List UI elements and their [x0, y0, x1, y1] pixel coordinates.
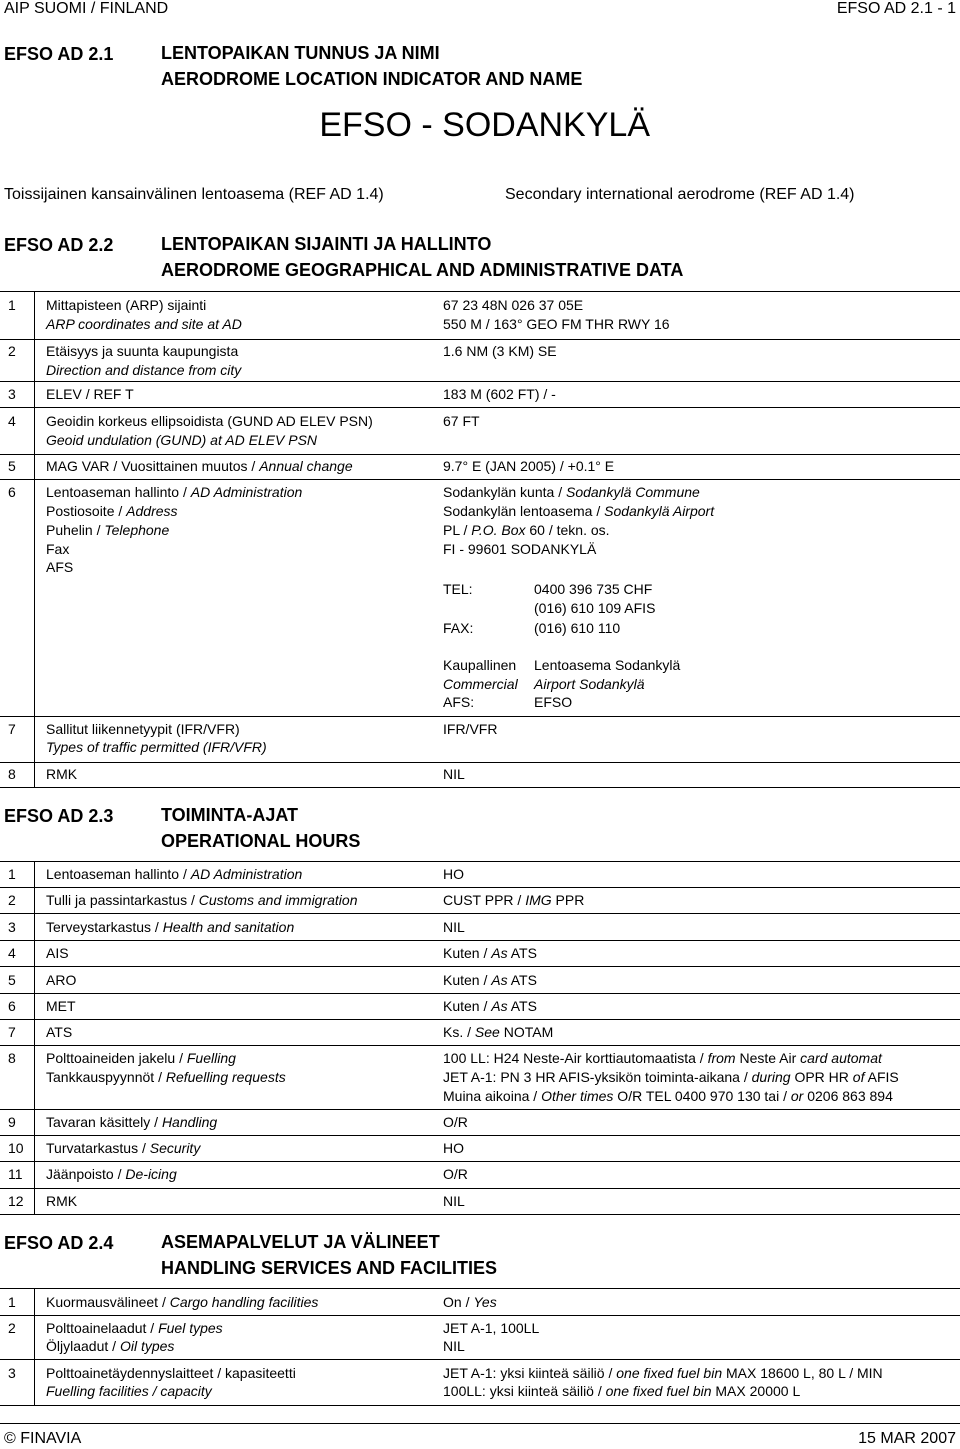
label-fi: Puhelin /	[46, 522, 105, 538]
label-fi: Jäänpoisto /	[46, 1166, 126, 1182]
row-value	[443, 891, 584, 910]
value-en: IMG	[525, 892, 552, 908]
row-label: Fax	[46, 541, 70, 557]
section-code: EFSO AD 2.3	[4, 806, 114, 826]
value-fi: 100LL: yksi kiinteä säiliö /	[443, 1383, 606, 1399]
section-title	[161, 1229, 497, 1281]
afs-value: Airport Sodankylä	[534, 676, 645, 692]
value-en: As	[491, 972, 508, 988]
value-fi: PPR	[551, 892, 585, 908]
value-fi: ATS	[507, 998, 537, 1014]
row-label	[46, 483, 302, 502]
aerodrome-type-en: Secondary international aerodrome (REF AD 1.4)	[505, 186, 855, 203]
value-en: of	[852, 1069, 865, 1085]
title-fi: TOIMINTA-AJAT	[161, 805, 298, 825]
title-en: OPERATIONAL HOURS	[161, 831, 361, 851]
label-fi: Tankkauspyynnöt /	[46, 1069, 166, 1085]
fuel-types: JET A-1, 100LL	[443, 1320, 540, 1336]
row-label-fi: Geoidin korkeus ellipsoidista (GUND AD ELEV PSN)	[46, 413, 373, 429]
row-number: 3	[8, 919, 16, 935]
row-number: 8	[8, 1050, 16, 1066]
value-en: Sodankylä Airport	[604, 503, 715, 519]
title-fi: ASEMAPALVELUT JA VÄLINEET	[161, 1232, 440, 1252]
row-number: 4	[8, 945, 16, 961]
label-fi: Tulli ja passintarkastus /	[46, 892, 199, 908]
row-divider	[0, 339, 960, 340]
row-number: 1	[8, 297, 16, 313]
row-label	[46, 997, 76, 1016]
column-divider	[34, 291, 35, 787]
value-fi: PL /	[443, 522, 472, 538]
value-fi: 60 / tekn. os.	[525, 522, 610, 538]
row-value: O/R	[443, 1166, 468, 1182]
row-divider	[0, 787, 960, 788]
value-fi: AFIS	[864, 1069, 899, 1085]
row-value: NIL	[443, 919, 465, 935]
value-fi: MAX 18600 L, 80 L / MIN	[722, 1365, 883, 1381]
row-divider	[0, 1135, 960, 1136]
value-fi: ATS	[507, 945, 537, 961]
row-value: 183 M (602 FT) / -	[443, 386, 556, 402]
value-fi: JET A-1: yksi kiinteä säiliö /	[443, 1365, 617, 1381]
label-fi: Lentoaseman hallinto /	[46, 484, 191, 500]
row-label	[46, 1049, 236, 1068]
footer-right: 15 MAR 2007	[858, 1430, 956, 1447]
row-value	[443, 521, 610, 540]
row-label	[46, 1192, 77, 1211]
row-divider	[0, 1288, 960, 1289]
row-divider	[0, 1161, 960, 1162]
value-fi: MAX 20000 L	[711, 1383, 801, 1399]
label-en: Address	[126, 503, 178, 519]
section-title	[161, 231, 683, 283]
row-label	[46, 971, 76, 990]
row-divider	[0, 407, 960, 408]
row-divider	[0, 1109, 960, 1110]
row-label	[46, 918, 294, 937]
label-fi: MAG VAR / Vuosittainen muutos /	[46, 458, 260, 474]
tel-number: 0400 396 735 CHF	[534, 581, 653, 597]
row-value: HO	[443, 1140, 464, 1156]
row-divider	[0, 479, 960, 480]
row-number: 2	[8, 1320, 16, 1336]
afs-label: Commercial	[443, 676, 518, 692]
afs-value: EFSO	[534, 694, 573, 710]
row-label-en: Fuelling facilities / capacity	[46, 1383, 212, 1399]
row-divider	[0, 1045, 960, 1046]
footer-divider	[0, 1423, 960, 1424]
value-en: during	[751, 1069, 791, 1085]
value-fi: CUST PPR /	[443, 892, 526, 908]
row-number: 3	[8, 1365, 16, 1381]
value-en: Sodankylä Commune	[565, 484, 700, 500]
afs-value: Lentoasema Sodankylä	[534, 657, 681, 673]
row-label-fi: Etäisyys ja suunta kaupungista	[46, 343, 239, 359]
row-number: 1	[8, 1294, 16, 1310]
arp-site: 550 M / 163° GEO FM THR RWY 16	[443, 316, 670, 332]
afs-label: Kaupallinen	[443, 657, 517, 673]
row-value: HO	[443, 866, 464, 882]
row-label	[46, 502, 178, 521]
value-en: from	[707, 1050, 736, 1066]
row-divider	[0, 1188, 960, 1189]
value-fi: Ks. /	[443, 1024, 475, 1040]
row-divider	[0, 1214, 960, 1215]
row-divider	[0, 381, 960, 382]
row-number: 9	[8, 1114, 16, 1130]
row-value	[443, 997, 537, 1016]
tel-number: (016) 610 109 AFIS	[534, 600, 656, 616]
value-fi: JET A-1: PN 3 HR AFIS-yksikön toiminta-aikana /	[443, 1069, 752, 1085]
row-divider	[0, 887, 960, 888]
label-en: Fuelling	[186, 1050, 236, 1066]
value-fi: Sodankylän lentoasema /	[443, 503, 605, 519]
title-en: AERODROME LOCATION INDICATOR AND NAME	[161, 69, 583, 89]
value-fi: OPR HR	[790, 1069, 853, 1085]
row-value	[443, 502, 714, 521]
label-en: AD Administration	[190, 484, 303, 500]
fax-number: (016) 610 110	[534, 620, 621, 636]
row-value: 9.7° E (JAN 2005) / +0.1° E	[443, 458, 615, 474]
label-fi: Turvatarkastus /	[46, 1140, 150, 1156]
value-en: one fixed fuel bin	[605, 1383, 712, 1399]
row-label: RMK	[46, 766, 78, 782]
label-fi: Polttoaineiden jakelu /	[46, 1050, 187, 1066]
row-number: 6	[8, 998, 16, 1014]
tel-label: TEL:	[443, 581, 473, 597]
row-divider	[0, 993, 960, 994]
row-label: AFS	[46, 559, 74, 575]
row-label: ELEV / REF T	[46, 386, 134, 402]
value-en: Other times	[541, 1088, 614, 1104]
row-label	[46, 891, 358, 910]
row-divider	[0, 940, 960, 941]
label-en: De-icing	[125, 1166, 177, 1182]
label-en: Customs and immigration	[198, 892, 358, 908]
footer-left: © FINAVIA	[4, 1430, 82, 1447]
row-divider	[0, 861, 960, 862]
row-value: NIL	[443, 1193, 465, 1209]
row-value	[443, 971, 537, 990]
row-label-fi: Sallitut liikennetyypit (IFR/VFR)	[46, 721, 240, 737]
row-number: 3	[8, 386, 16, 402]
row-divider	[0, 1405, 960, 1406]
row-label	[46, 1319, 223, 1338]
label-fi: Postiosoite /	[46, 503, 127, 519]
title-en: AERODROME GEOGRAPHICAL AND ADMINISTRATIVE DATA	[161, 260, 684, 280]
value-en: As	[491, 945, 508, 961]
row-label	[46, 1023, 72, 1042]
header-left: AIP SUOMI / FINLAND	[4, 0, 169, 17]
row-label-en: ARP coordinates and site at AD	[46, 316, 242, 332]
row-number: 4	[8, 413, 16, 429]
label-en: Annual change	[259, 458, 353, 474]
row-label	[46, 457, 353, 476]
label-en: AD Administration	[190, 866, 303, 882]
row-number: 6	[8, 484, 16, 500]
section-code: EFSO AD 2.2	[4, 235, 114, 255]
label-fi: Öljylaadut /	[46, 1338, 120, 1354]
value-fi: Kuten /	[443, 998, 492, 1014]
row-number: 7	[8, 1024, 16, 1040]
row-divider	[0, 291, 960, 292]
label-en: Security	[149, 1140, 201, 1156]
aerodrome-name: EFSO - SODANKYLÄ	[319, 106, 650, 144]
label-fi: ARO	[46, 972, 77, 988]
row-divider	[0, 454, 960, 455]
value-en: one fixed fuel bin	[616, 1365, 723, 1381]
row-label	[46, 1068, 286, 1087]
row-value: 67 FT	[443, 413, 480, 429]
row-label	[46, 1139, 200, 1158]
row-divider	[0, 1019, 960, 1020]
row-number: 2	[8, 343, 16, 359]
row-value	[443, 1382, 800, 1401]
postal-address: FI - 99601 SODANKYLÄ	[443, 541, 597, 557]
header-right: EFSO AD 2.1 - 1	[836, 0, 956, 17]
row-value	[443, 1087, 893, 1106]
row-label	[46, 1293, 318, 1312]
label-fi: Kuormausvälineet /	[46, 1294, 170, 1310]
label-fi: Terveystarkastus /	[46, 919, 163, 935]
row-label-en: Types of traffic permitted (IFR/VFR)	[46, 739, 267, 755]
value-fi: 100 LL: H24 Neste-Air korttiautomaatista /	[443, 1050, 708, 1066]
row-value: 1.6 NM (3 KM) SE	[443, 343, 557, 359]
section-title	[161, 40, 582, 92]
label-fi: AIS	[46, 945, 69, 961]
label-en: Oil types	[119, 1338, 175, 1354]
row-label	[46, 865, 302, 884]
value-fi: Kuten /	[443, 972, 492, 988]
value-fi: Muina aikoina /	[443, 1088, 542, 1104]
row-value	[443, 1293, 497, 1312]
label-en: Health and sanitation	[162, 919, 295, 935]
row-divider	[0, 966, 960, 967]
row-value	[443, 1049, 882, 1068]
value-fi: On /	[443, 1294, 474, 1310]
value-en: or	[790, 1088, 804, 1104]
row-number: 2	[8, 892, 16, 908]
section-title	[161, 802, 360, 854]
label-fi: RMK	[46, 1193, 78, 1209]
row-number: 5	[8, 972, 16, 988]
row-value	[443, 483, 700, 502]
row-label	[46, 944, 69, 963]
title-fi: LENTOPAIKAN SIJAINTI JA HALLINTO	[161, 234, 492, 254]
label-fi: Lentoaseman hallinto /	[46, 866, 191, 882]
value-fi: ATS	[507, 972, 537, 988]
row-divider	[0, 913, 960, 914]
value-en: Yes	[473, 1294, 497, 1310]
row-number: 12	[8, 1193, 24, 1209]
column-divider	[34, 1288, 35, 1405]
aerodrome-type-fi: Toissijainen kansainvälinen lentoasema (REF AD 1.4)	[4, 186, 384, 203]
row-label	[46, 1337, 174, 1356]
row-value: NIL	[443, 766, 465, 782]
value-fi: Neste Air	[735, 1050, 801, 1066]
row-divider	[0, 762, 960, 763]
row-label	[46, 521, 169, 540]
row-divider	[0, 1315, 960, 1316]
row-label	[46, 1113, 217, 1132]
row-number: 8	[8, 766, 16, 782]
row-label-en: Direction and distance from city	[46, 362, 242, 378]
title-en: HANDLING SERVICES AND FACILITIES	[161, 1258, 498, 1278]
label-fi: MET	[46, 998, 76, 1014]
label-fi: Tavaran käsittely /	[46, 1114, 162, 1130]
row-number: 10	[8, 1140, 24, 1156]
oil-types: NIL	[443, 1338, 465, 1354]
section-code: EFSO AD 2.4	[4, 1233, 114, 1253]
value-en: As	[491, 998, 508, 1014]
row-label-fi: Polttoainetäydennyslaitteet / kapasiteetti	[46, 1365, 296, 1381]
label-en: Refuelling requests	[165, 1069, 286, 1085]
row-number: 1	[8, 866, 16, 882]
row-value	[443, 1364, 883, 1383]
value-en: P.O. Box	[471, 522, 526, 538]
afs-label: AFS:	[443, 694, 475, 710]
row-label	[46, 1165, 177, 1184]
label-fi: Polttoainelaadut /	[46, 1320, 159, 1336]
row-value	[443, 1068, 899, 1087]
label-en: Fuel types	[158, 1320, 223, 1336]
row-value: IFR/VFR	[443, 721, 498, 737]
row-value	[443, 1023, 553, 1042]
value-fi: O/R TEL 0400 970 130 tai /	[613, 1088, 791, 1104]
value-fi: Sodankylän kunta /	[443, 484, 566, 500]
row-number: 11	[8, 1166, 23, 1182]
row-divider	[0, 1359, 960, 1360]
row-label-fi: Mittapisteen (ARP) sijainti	[46, 297, 207, 313]
section-code: EFSO AD 2.1	[4, 44, 114, 64]
value-fi: Kuten /	[443, 945, 492, 961]
row-number: 5	[8, 458, 16, 474]
row-value	[443, 944, 537, 963]
label-en: Handling	[161, 1114, 218, 1130]
row-divider	[0, 716, 960, 717]
fax-label: FAX:	[443, 620, 474, 636]
row-value: O/R	[443, 1114, 468, 1130]
value-en: See	[474, 1024, 500, 1040]
arp-coordinates: 67 23 48N 026 37 05E	[443, 297, 584, 313]
label-en: Telephone	[104, 522, 170, 538]
value-en: card automat	[800, 1050, 882, 1066]
label-en: Cargo handling facilities	[169, 1294, 319, 1310]
title-fi: LENTOPAIKAN TUNNUS JA NIMI	[161, 43, 440, 63]
label-fi: ATS	[46, 1024, 73, 1040]
value-fi: NOTAM	[499, 1024, 554, 1040]
row-number: 7	[8, 721, 16, 737]
value-fi: 0206 863 894	[803, 1088, 893, 1104]
row-label-en: Geoid undulation (GUND) at AD ELEV PSN	[46, 432, 318, 448]
